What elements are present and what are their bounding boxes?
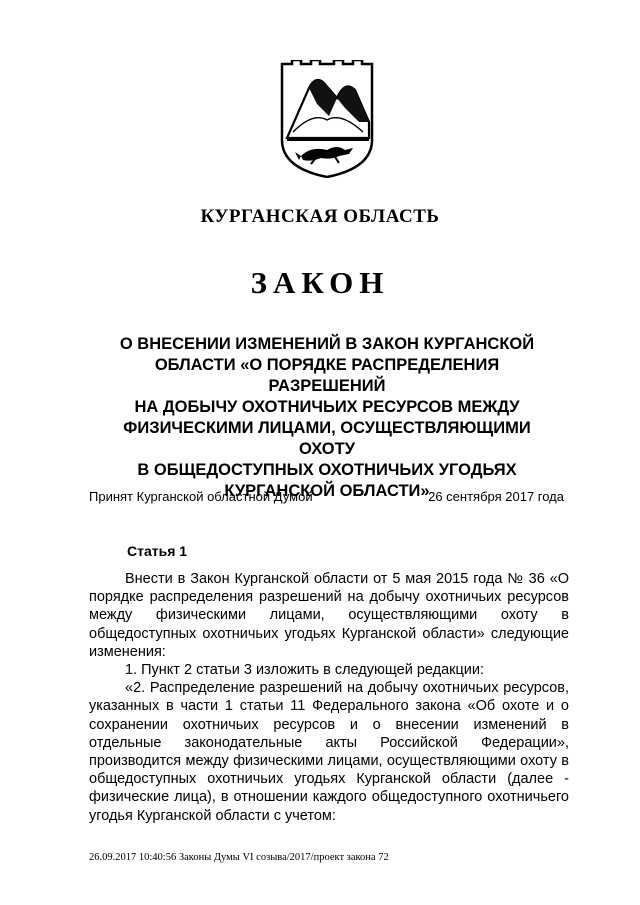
article-paragraph: «2. Распределение разрешений на добычу охотничьих ресурсов, указанных в части 1 статьи 11 Федерального закона «Об охоте и о сохранении охотничьих ресурсов и о внесении изменений в отдельные законодательные акты Российской Федерации», производится между физическими лицами, осуществляющими охоту в общедоступных охотничьих угодьях Курганской области (далее - физические лица), в отношении каждого общедоступного охотничьего угодья Курганской области с учетом: [89,680,569,824]
law-title-line: О ВНЕСЕНИИ ИЗМЕНЕНИЙ В ЗАКОН КУРГАНСКОЙ [119,335,535,353]
adoption-date: 26 сентября 2017 года [428,489,564,504]
article-paragraph: 1. Пункт 2 статьи 3 изложить в следующей редакции: [125,662,485,679]
adopted-by: Принят Курганской областной Думой [89,489,313,504]
law-title-line: ОБЛАСТИ «О ПОРЯДКЕ РАСПРЕДЕЛЕНИЯ РАЗРЕШЕНИЙ [154,356,500,395]
law-title-line: В ОБЩЕДОСТУПНЫХ ОХОТНИЧЬИХ УГОДЬЯХ [137,461,517,479]
law-title-line: КУРГАНСКОЙ ОБЛАСТИ» [224,482,430,500]
article-body [89,570,569,825]
law-title-line: ФИЗИЧЕСКИМИ ЛИЦАМИ, ОСУЩЕСТВЛЯЮЩИМИ ОХОТУ [123,419,531,458]
law-title-line: НА ДОБЫЧУ ОХОТНИЧЬИХ РЕСУРСОВ МЕЖДУ [134,398,520,416]
document-type: ЗАКОН [250,265,390,300]
article-paragraph: Внести в Закон Курганской области от 5 мая 2015 года № 36 «О порядке распределения разрешений на добычу охотничьих ресурсов между физическими лицами, осуществляющими охоту в общедоступных охотничьих угодьях Курганской области» следующие изменения: [89,571,569,660]
footer-stamp: 26.09.2017 10:40:56 Законы Думы VI созыва/2017/проект закона 72 [89,852,389,863]
article-heading: Статья 1 [127,543,188,559]
kurgan-coat-of-arms-icon [279,60,375,178]
region-name: КУРГАНСКАЯ ОБЛАСТЬ [200,206,440,227]
law-title [100,334,554,502]
